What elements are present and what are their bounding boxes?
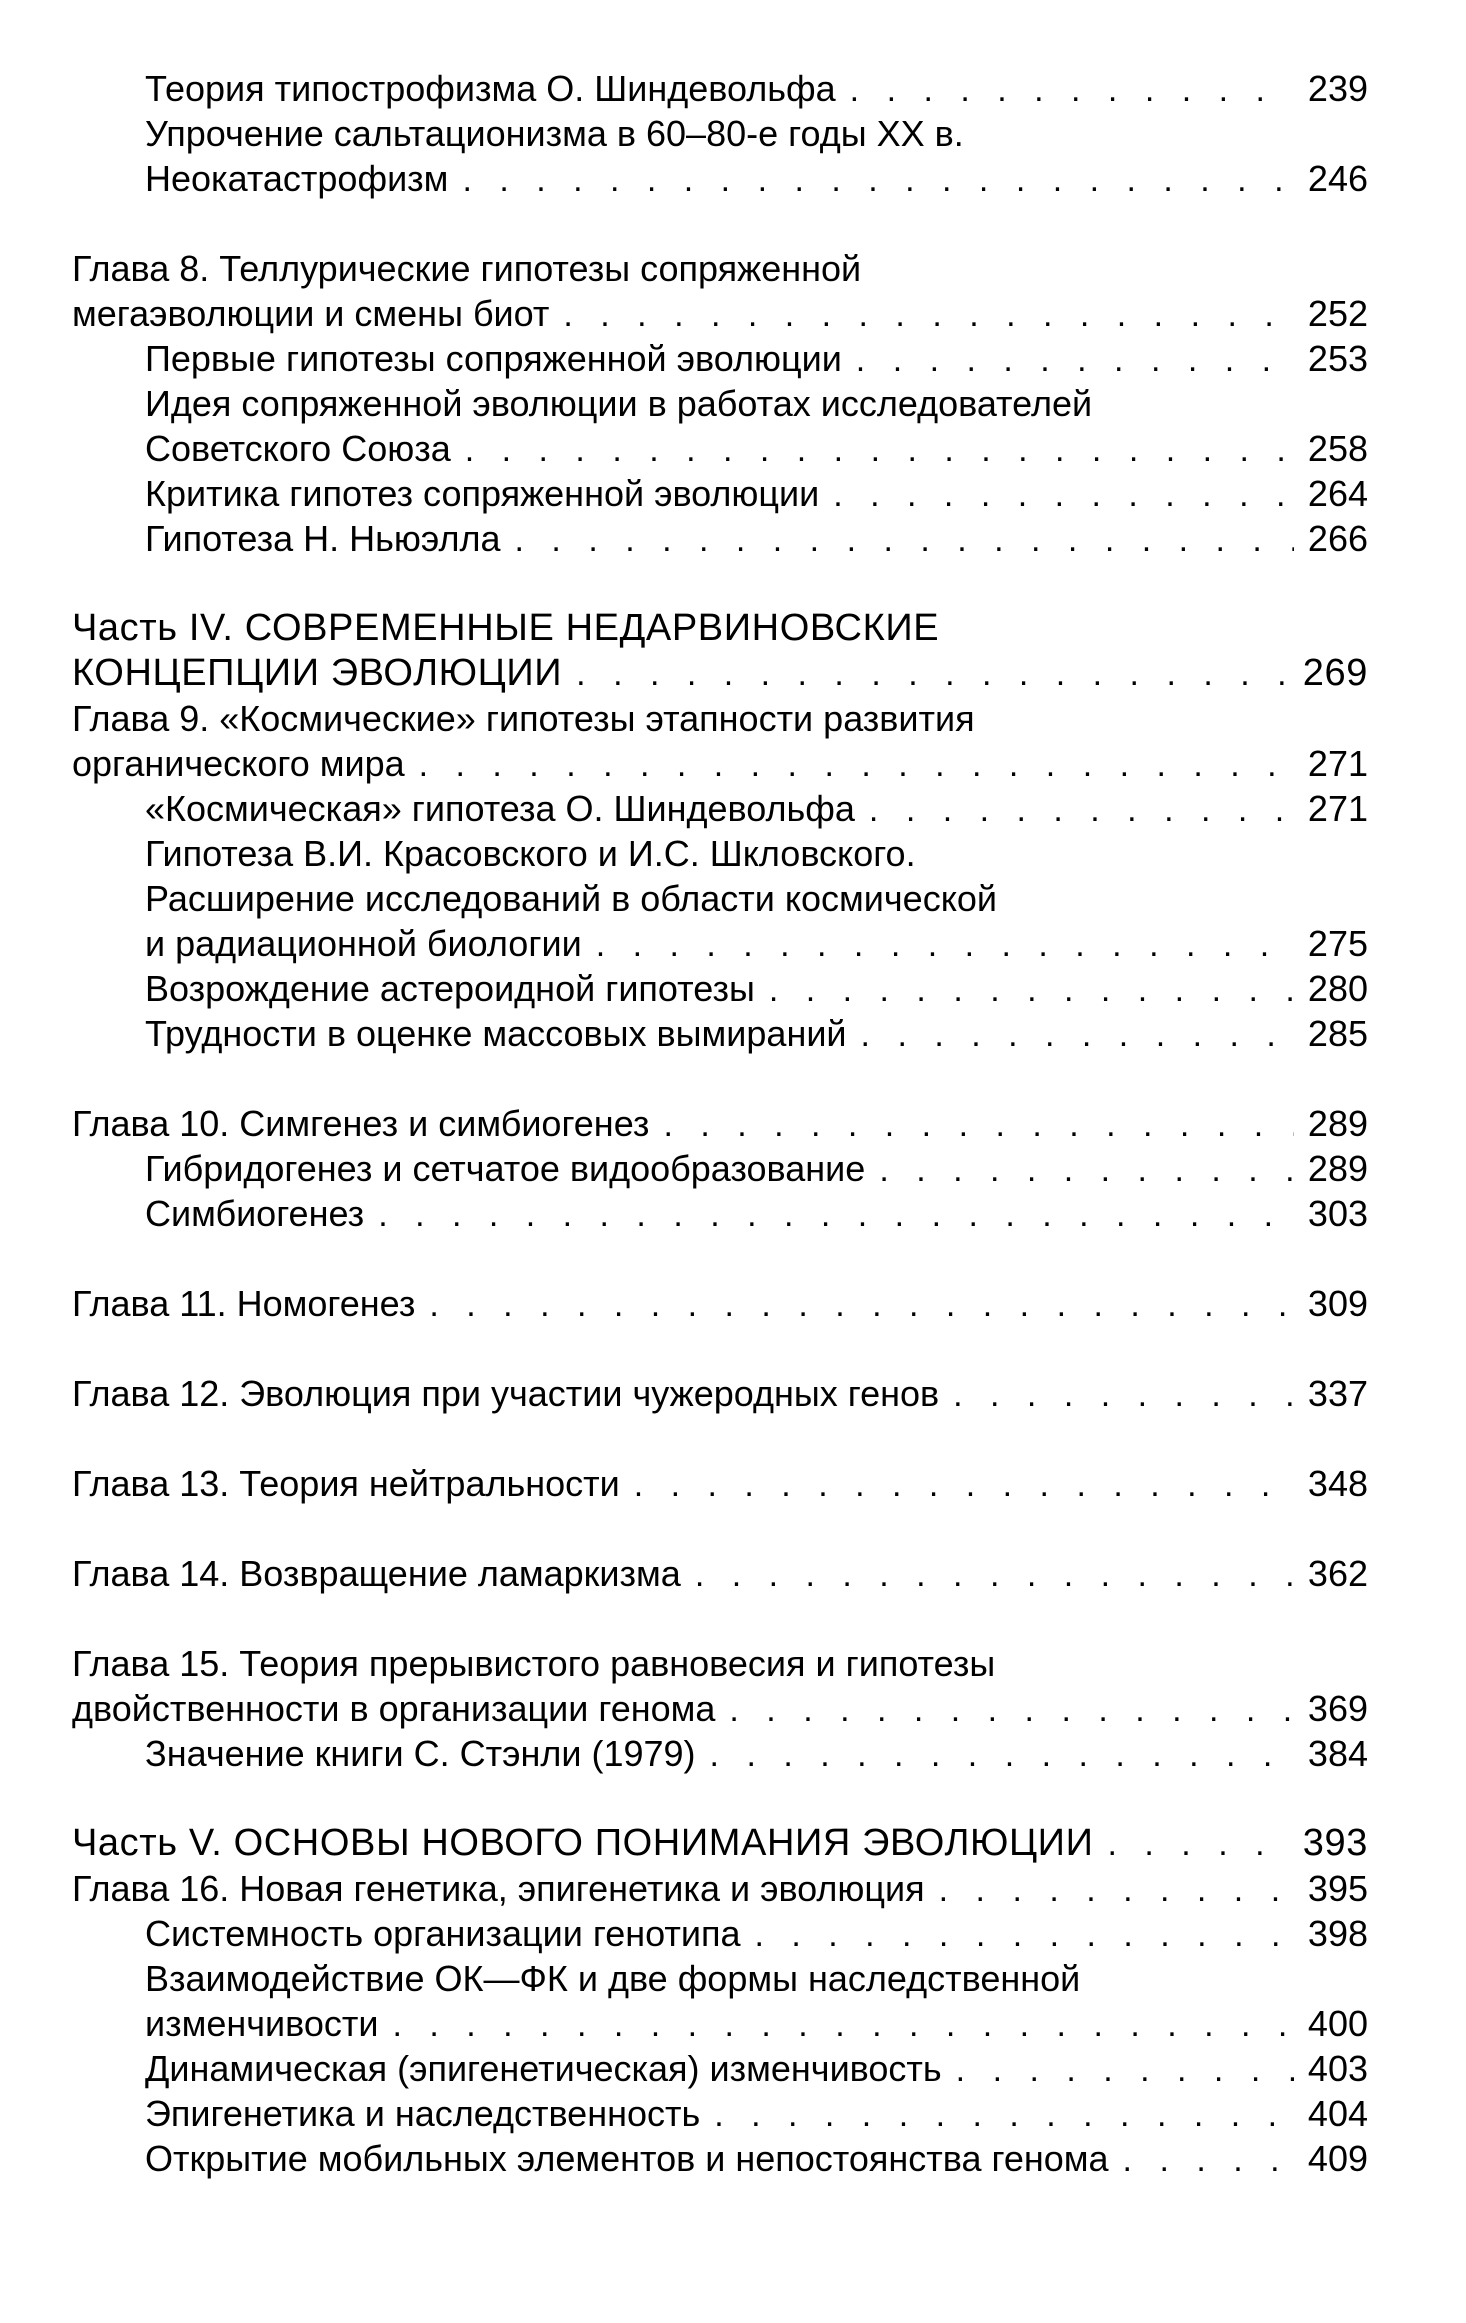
section-spacer <box>72 1596 1368 1641</box>
toc-entry <box>72 786 1368 831</box>
toc-entry-title: Критика гипотез сопряженной эволюции <box>145 473 820 514</box>
toc-page-number: 289 <box>1307 1103 1368 1144</box>
toc-chapter-title: Глава 10. Симгенез и симбиогенез <box>72 1103 650 1144</box>
toc-page-number: 369 <box>1307 1688 1368 1729</box>
toc-entry <box>72 1911 1368 1956</box>
toc-page-number: 239 <box>1307 68 1368 109</box>
section-spacer <box>72 561 1368 606</box>
toc-chapter <box>72 1461 1368 1506</box>
toc-chapter-title: Глава 13. Теория нейтральности <box>72 1463 620 1504</box>
toc-entry-title: Неокатастрофизм <box>145 158 449 199</box>
toc-entry <box>72 1191 1368 1236</box>
dot-leader <box>378 1193 1294 1238</box>
toc-entry <box>72 156 1368 201</box>
toc-part <box>72 1821 1368 1866</box>
toc-chapter <box>72 696 1368 741</box>
dot-leader <box>869 788 1294 833</box>
toc-entry-title: изменчивости <box>145 2003 379 2044</box>
toc-chapter <box>72 1866 1368 1911</box>
toc-entry <box>72 876 1368 921</box>
toc-page-number: 398 <box>1307 1913 1368 1954</box>
toc-page-number: 266 <box>1307 518 1368 559</box>
toc-chapter <box>72 1641 1368 1686</box>
toc-page-number: 289 <box>1307 1148 1368 1189</box>
toc-chapter-title: Глава 16. Новая генетика, эпигенетика и эволюция <box>72 1868 925 1909</box>
dot-leader <box>576 652 1293 697</box>
toc-chapter-title: Глава 11. Номогенез <box>72 1283 416 1324</box>
toc-page-number: 264 <box>1307 473 1368 514</box>
dot-leader <box>1123 2138 1294 2183</box>
toc-page-number: 337 <box>1307 1373 1368 1414</box>
toc-page-number: 269 <box>1302 652 1368 694</box>
toc-entry <box>72 831 1368 876</box>
toc-entry-title: Взаимодействие ОК—ФК и две формы наследственной <box>145 1958 1081 1999</box>
toc-page-number: 309 <box>1307 1283 1368 1324</box>
dot-leader <box>850 68 1294 113</box>
toc-entry <box>72 381 1368 426</box>
dot-leader <box>714 2093 1294 2138</box>
toc-page-number: 271 <box>1307 788 1368 829</box>
section-spacer <box>72 1236 1368 1281</box>
dot-leader <box>429 1283 1294 1328</box>
toc-entry-title: Симбиогенез <box>145 1193 365 1234</box>
dot-leader <box>663 1103 1294 1148</box>
section-spacer <box>72 1416 1368 1461</box>
toc-entry-title: «Космическая» гипотеза О. Шиндевольфа <box>145 788 855 829</box>
toc-chapter <box>72 1551 1368 1596</box>
toc-entry <box>72 66 1368 111</box>
toc-page-number: 404 <box>1307 2093 1368 2134</box>
toc-entry-title: Гипотеза Н. Ньюэлла <box>145 518 501 559</box>
dot-leader <box>1108 1822 1293 1867</box>
toc-entry-title: Динамическая (эпигенетическая) изменчивость <box>145 2048 942 2089</box>
dot-leader <box>563 293 1294 338</box>
dot-leader <box>462 158 1294 203</box>
dot-leader <box>769 968 1294 1013</box>
toc-page-number: 400 <box>1307 2003 1368 2044</box>
dot-leader <box>465 428 1294 473</box>
toc-chapter <box>72 1686 1368 1731</box>
toc-chapter-title: Глава 14. Возвращение ламаркизма <box>72 1553 681 1594</box>
dot-leader <box>729 1688 1294 1733</box>
toc-page-number: 303 <box>1307 1193 1368 1234</box>
toc-chapter-title: Глава 12. Эволюция при участии чужеродных генов <box>72 1373 940 1414</box>
toc-entry-title: Гибридогенез и сетчатое видообразование <box>145 1148 866 1189</box>
toc-entry <box>72 471 1368 516</box>
dot-leader <box>419 743 1294 788</box>
toc-chapter <box>72 291 1368 336</box>
section-spacer <box>72 201 1368 246</box>
dot-leader <box>939 1868 1294 1913</box>
toc-part-title: Часть V. ОСНОВЫ НОВОГО ПОНИМАНИЯ ЭВОЛЮЦИИ <box>72 1822 1094 1864</box>
toc-part-title: КОНЦЕПЦИИ ЭВОЛЮЦИИ <box>72 652 563 694</box>
toc-part-title: Часть IV. СОВРЕМЕННЫЕ НЕДАРВИНОВСКИЕ <box>72 607 940 649</box>
toc-chapter-title: Глава 15. Теория прерывистого равновесия и гипотезы <box>72 1643 996 1684</box>
toc-chapter-title: Глава 8. Теллурические гипотезы сопряженной <box>72 248 862 289</box>
toc-entry <box>72 921 1368 966</box>
toc-page-number: 275 <box>1307 923 1368 964</box>
toc-entry-title: Трудности в оценке массовых вымираний <box>145 1013 847 1054</box>
toc-entry <box>72 1731 1368 1776</box>
toc-entry-title: Открытие мобильных элементов и непостоянства генома <box>145 2138 1109 2179</box>
toc-entry <box>72 516 1368 561</box>
toc-entry <box>72 966 1368 1011</box>
toc-page-number: 395 <box>1307 1868 1368 1909</box>
toc-chapter <box>72 246 1368 291</box>
toc-page-number: 409 <box>1307 2138 1368 2179</box>
toc-page-number: 362 <box>1307 1553 1368 1594</box>
toc-entry <box>72 336 1368 381</box>
toc-chapter-title: двойственности в организации генома <box>72 1688 716 1729</box>
toc-entry-title: Упрочение сальтационизма в 60–80-е годы XX в. <box>145 113 964 154</box>
toc-entry <box>72 1011 1368 1056</box>
toc-page-number: 280 <box>1307 968 1368 1009</box>
toc-entry-title: Расширение исследований в области космической <box>145 878 997 919</box>
dot-leader <box>879 1148 1294 1193</box>
dot-leader <box>515 518 1294 563</box>
toc-entry <box>72 1146 1368 1191</box>
dot-leader <box>710 1733 1294 1778</box>
dot-leader <box>861 1013 1294 1058</box>
dot-leader <box>956 2048 1294 2093</box>
toc-page-number: 393 <box>1302 1822 1368 1864</box>
dot-leader <box>634 1463 1294 1508</box>
dot-leader <box>596 923 1294 968</box>
toc-chapter <box>72 1281 1368 1326</box>
toc-chapter <box>72 741 1368 786</box>
section-spacer <box>72 1326 1368 1371</box>
dot-leader <box>833 473 1294 518</box>
toc-page-number: 253 <box>1307 338 1368 379</box>
toc-entry <box>72 2136 1368 2181</box>
toc-part <box>72 651 1368 696</box>
toc-page-number: 403 <box>1307 2048 1368 2089</box>
toc-entry-title: Значение книги С. Стэнли (1979) <box>145 1733 696 1774</box>
toc-page-number: 271 <box>1307 743 1368 784</box>
toc-entry <box>72 2046 1368 2091</box>
toc-entry-title: Идея сопряженной эволюции в работах исследователей <box>145 383 1093 424</box>
toc-chapter <box>72 1371 1368 1416</box>
toc-entry <box>72 2091 1368 2136</box>
toc-chapter-title: органического мира <box>72 743 405 784</box>
dot-leader <box>856 338 1294 383</box>
toc-entry <box>72 111 1368 156</box>
dot-leader <box>754 1913 1294 1958</box>
dot-leader <box>695 1553 1294 1598</box>
dot-leader <box>953 1373 1294 1418</box>
toc-entry <box>72 1956 1368 2001</box>
toc-page-number: 348 <box>1307 1463 1368 1504</box>
section-spacer <box>72 1776 1368 1821</box>
toc-page-number: 258 <box>1307 428 1368 469</box>
toc-entry <box>72 2001 1368 2046</box>
toc-chapter-title: Глава 9. «Космические» гипотезы этапности развития <box>72 698 975 739</box>
toc-page-number: 285 <box>1307 1013 1368 1054</box>
toc-chapter-title: мегаэволюции и смены биот <box>72 293 550 334</box>
toc-entry-title: и радиационной биологии <box>145 923 582 964</box>
toc-entry-title: Системность организации генотипа <box>145 1913 741 1954</box>
toc-part <box>72 606 1368 651</box>
toc-page-number: 252 <box>1307 293 1368 334</box>
section-spacer <box>72 1056 1368 1101</box>
dot-leader <box>392 2003 1294 2048</box>
table-of-contents <box>72 66 1368 2181</box>
toc-entry <box>72 426 1368 471</box>
toc-entry-title: Эпигенетика и наследственность <box>145 2093 701 2134</box>
toc-entry-title: Возрождение астероидной гипотезы <box>145 968 755 1009</box>
toc-entry-title: Первые гипотезы сопряженной эволюции <box>145 338 842 379</box>
toc-page-number: 384 <box>1307 1733 1368 1774</box>
section-spacer <box>72 1506 1368 1551</box>
toc-chapter <box>72 1101 1368 1146</box>
toc-entry-title: Гипотеза В.И. Красовского и И.С. Шкловского. <box>145 833 916 874</box>
toc-entry-title: Теория типострофизма О. Шиндевольфа <box>145 68 836 109</box>
toc-page-number: 246 <box>1307 158 1368 199</box>
toc-entry-title: Советского Союза <box>145 428 451 469</box>
